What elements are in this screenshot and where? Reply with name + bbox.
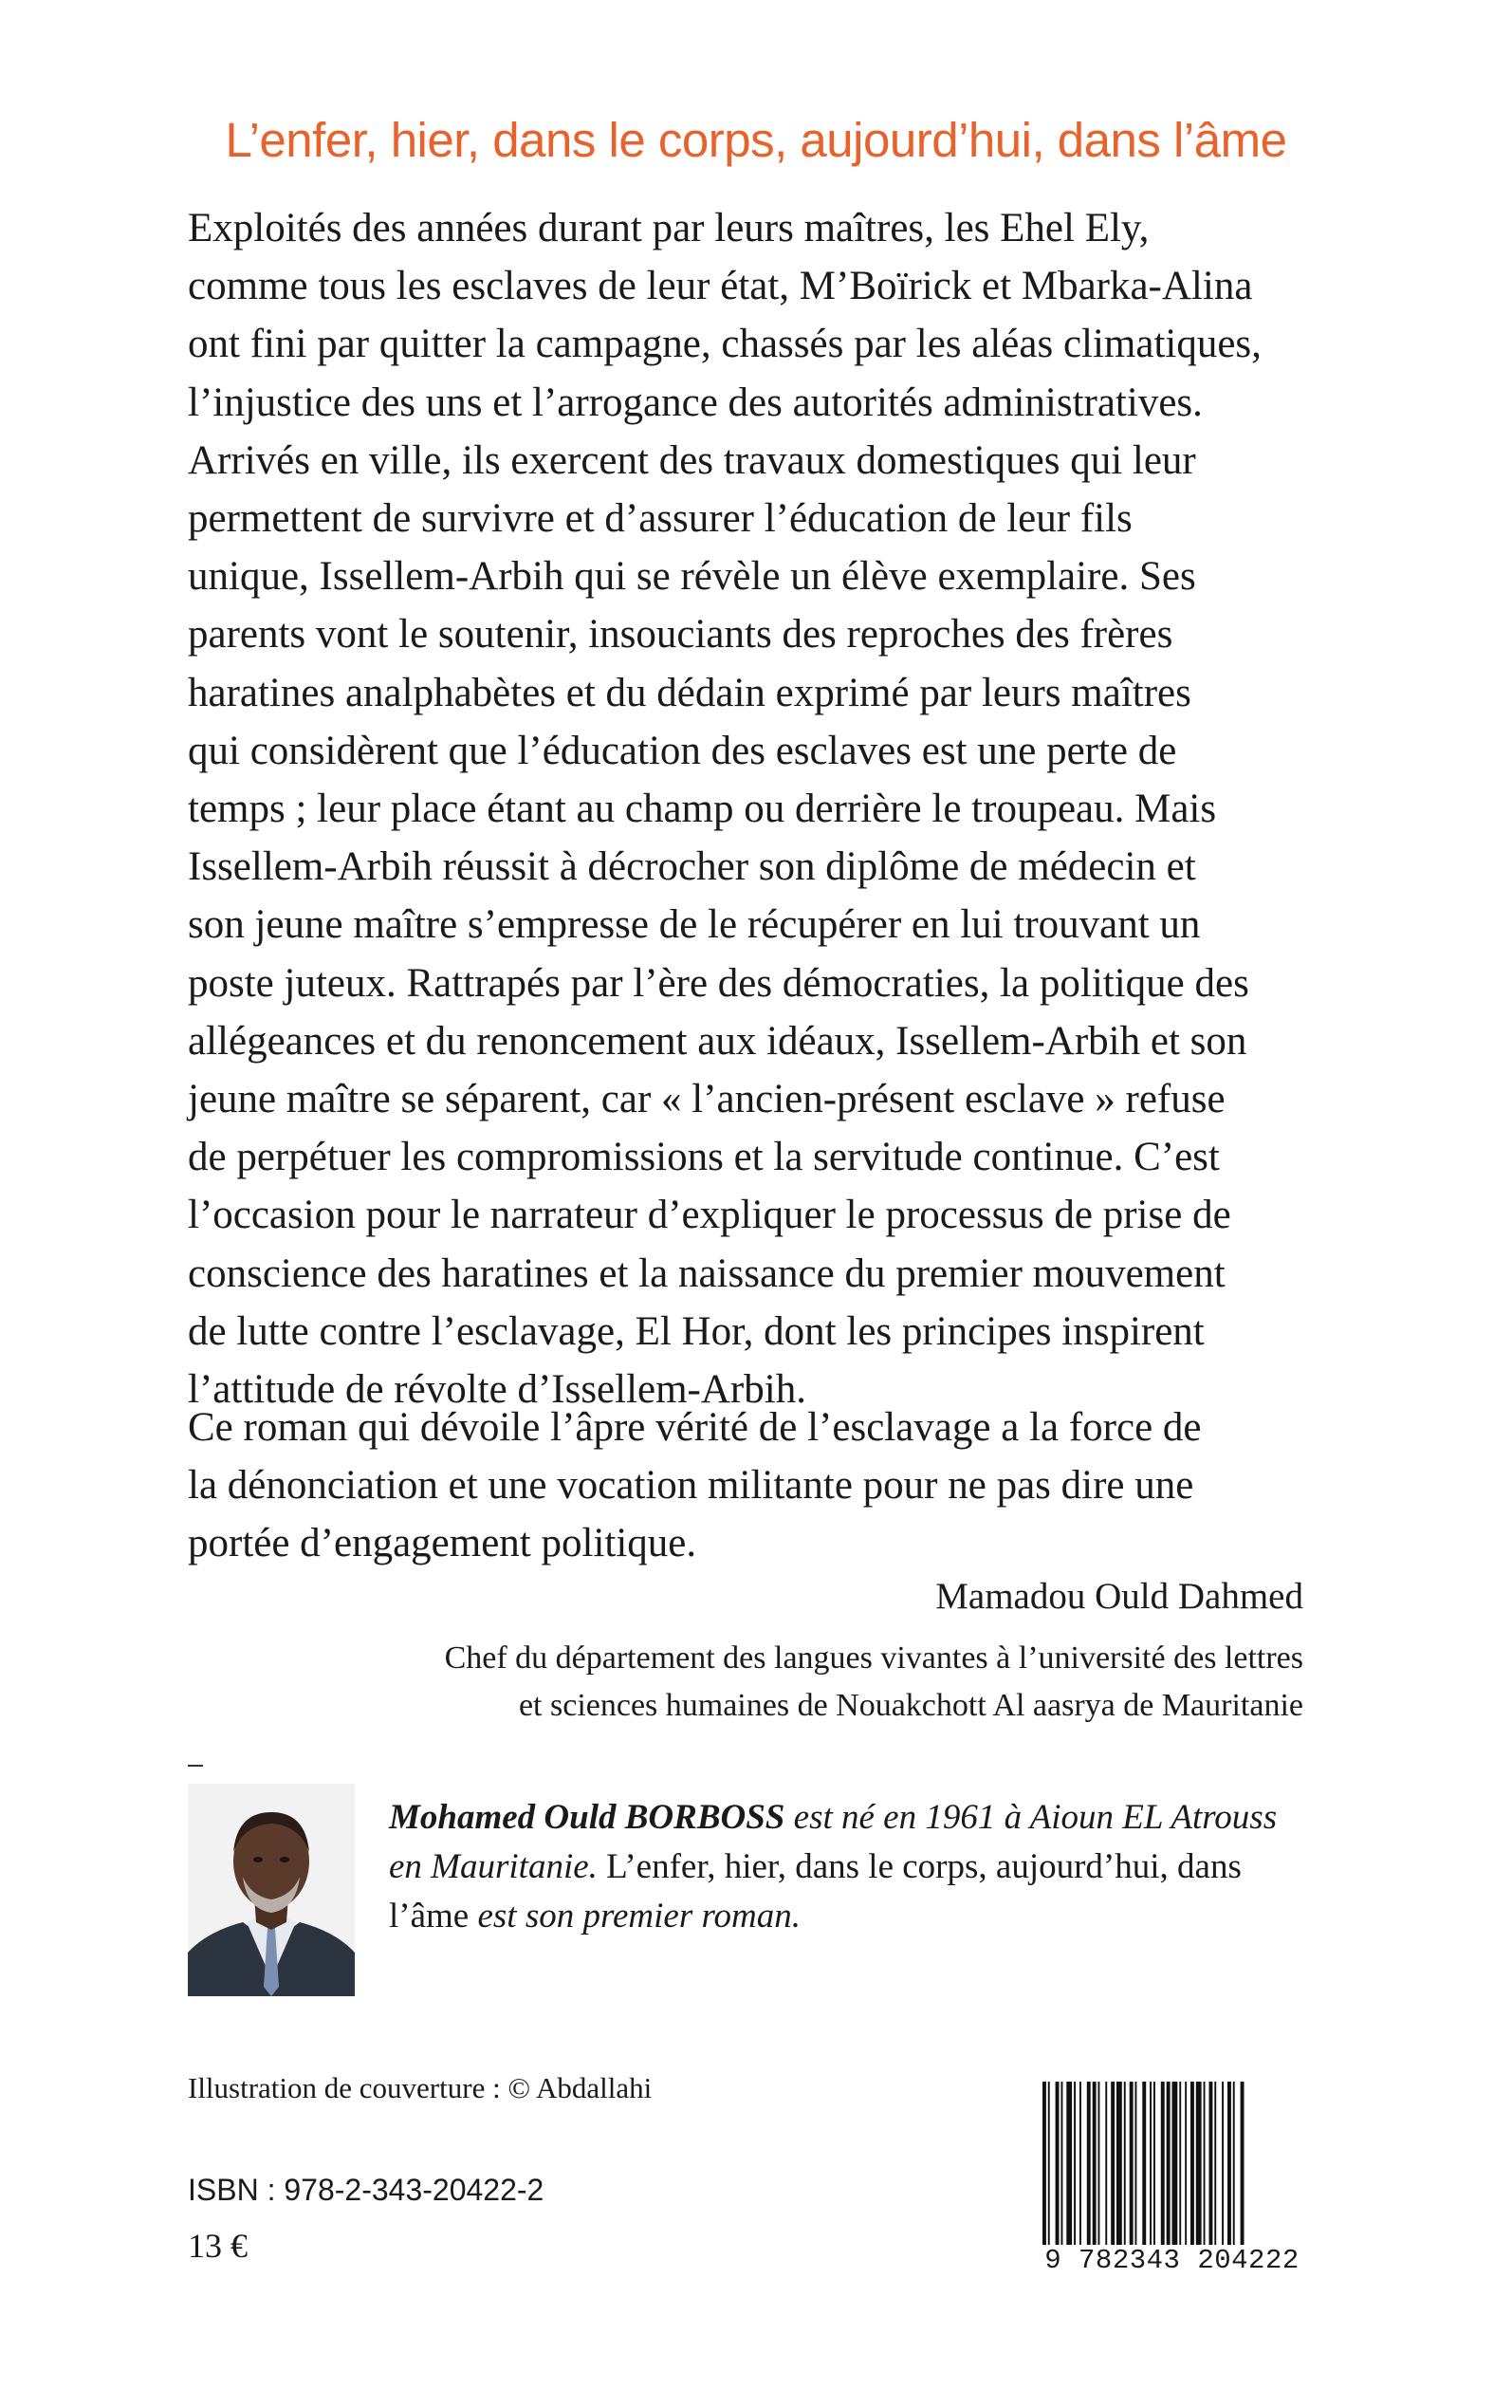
author-photo xyxy=(188,1784,355,1996)
barcode-bar xyxy=(1087,2082,1091,2249)
summary-line: conscience des haratines et la naissance du premier mouvement xyxy=(188,1250,1226,1296)
conclusion-line: portée d’engagement politique. xyxy=(188,1521,697,1566)
signature-role-line: Chef du département des langues vivantes à l’université des lettres xyxy=(444,1640,1303,1676)
barcode-bar xyxy=(1116,2082,1122,2249)
barcode-bar xyxy=(1161,2082,1165,2249)
barcode-bar xyxy=(1222,2082,1224,2249)
barcode-bar xyxy=(1227,2082,1231,2249)
summary-line: de lutte contre l’esclavage, El Hor, dont les principes inspirent xyxy=(188,1308,1205,1354)
summary-line: Arrivés en ville, ils exercent des travaux domestiques qui leur xyxy=(188,437,1196,483)
author-bio-text: est né en 1961 à Aioun EL Atrouss xyxy=(784,1798,1278,1837)
author-bio xyxy=(389,1793,1307,1941)
signature-role-line: et sciences humaines de Nouakchott Al aasrya de Mauritanie xyxy=(518,1688,1303,1723)
summary-line: unique, Issellem-Arbih qui se révèle un élève exemplaire. Ses xyxy=(188,554,1196,600)
summary-line: de perpétuer les compromissions et la servitude continue. C’est xyxy=(188,1135,1220,1180)
summary-line: son jeune maître s’empresse de le récupérer en lui trouvant un xyxy=(188,902,1201,948)
signature-role xyxy=(260,1635,1303,1730)
barcode-bar xyxy=(1196,2082,1202,2249)
summary-line: comme tous les esclaves de leur état, M’Boïrick et Mbarka-Alina xyxy=(188,264,1253,309)
price: 13 € xyxy=(188,2227,248,2265)
barcode-bar xyxy=(1135,2082,1137,2249)
conclusion-line: la dénonciation et une vocation militante pour ne pas dire une xyxy=(188,1463,1194,1509)
cover-credit: Illustration de couverture : © Abdallahi xyxy=(188,2071,653,2104)
summary-line: haratines analphabètes et du dédain exprimé par leurs maîtres xyxy=(188,670,1191,715)
summary-line: Exploités des années durant par leurs maîtres, les Ehel Ely, xyxy=(188,206,1150,250)
barcode-bar xyxy=(1074,2082,1076,2249)
barcode-bar xyxy=(1066,2082,1072,2249)
barcode-bar xyxy=(1098,2082,1100,2249)
summary-line: ont fini par quitter la campagne, chassés par les aléas climatiques, xyxy=(188,322,1262,367)
barcode-bar xyxy=(1061,2082,1063,2249)
summary-line: permettent de survivre et d’assurer l’éducation de leur fils xyxy=(188,496,1133,542)
barcode-bar xyxy=(1093,2082,1097,2249)
conclusion-line: Ce roman qui dévoile l’âpre vérité de l’esclavage a la force de xyxy=(188,1405,1202,1450)
barcode-bar xyxy=(1172,2082,1178,2249)
barcode-bar xyxy=(1179,2082,1181,2249)
summary-line: allégeances et du renoncement aux idéaux, Issellem-Arbih et son xyxy=(188,1018,1247,1064)
author-bio-text: est son premier roman. xyxy=(469,1897,801,1936)
author-bio-text: L’enfer, hier, dans le corps, aujourd’hui, dans xyxy=(597,1847,1242,1886)
barcode-icon xyxy=(1037,2082,1307,2264)
summary-paragraph xyxy=(188,199,1307,1418)
barcode-bar xyxy=(1130,2082,1134,2249)
author-bio-text: en Mauritanie. xyxy=(389,1847,598,1886)
author-name: Mohamed Ould BORBOSS xyxy=(389,1798,785,1837)
summary-line: poste juteux. Rattrapés par l’ère des démocraties, la politique des xyxy=(188,960,1249,1006)
author-bio-line xyxy=(389,1793,1307,1843)
barcode-bar xyxy=(1079,2082,1081,2249)
barcode-bar xyxy=(1048,2082,1050,2249)
barcode-bar xyxy=(1124,2082,1126,2249)
barcode-bar xyxy=(1233,2082,1235,2249)
barcode-bar xyxy=(1214,2082,1216,2249)
summary-line: temps ; leur place étant au champ ou derrière le troupeau. Mais xyxy=(188,787,1217,832)
barcode-bar xyxy=(1111,2082,1115,2249)
summary-line: qui considèrent que l’éducation des esclaves est une perte de xyxy=(188,728,1177,773)
signature-name: Mamadou Ould Dahmed xyxy=(935,1576,1303,1617)
barcode-bar xyxy=(1209,2082,1213,2249)
barcode-bar xyxy=(1204,2082,1206,2249)
isbn: ISBN : 978-2-343-20422-2 xyxy=(188,2173,544,2207)
barcode-bar xyxy=(1105,2082,1107,2249)
barcode-bar xyxy=(1167,2082,1171,2249)
author-bio-line xyxy=(389,1843,1307,1892)
barcode-digits: 9 782343 204222 xyxy=(1037,2245,1307,2276)
author-bio-text: l’âme xyxy=(389,1897,470,1936)
conclusion-paragraph xyxy=(188,1398,1307,1573)
summary-line: l’occasion pour le narrateur d’expliquer le processus de prise de xyxy=(188,1193,1231,1238)
summary-line: parents vont le soutenir, insouciants des reproches des frères xyxy=(188,612,1173,658)
barcode-bar xyxy=(1150,2082,1152,2249)
barcode-bar xyxy=(1153,2082,1155,2249)
book-title: L’enfer, hier, dans le corps, aujourd’hui, dans l’âme xyxy=(225,113,1287,167)
photo-mark xyxy=(188,1765,203,1767)
barcode-bar xyxy=(1190,2082,1194,2249)
summary-line: jeune maître se séparent, car « l’ancien-présent esclave » refuse xyxy=(188,1077,1226,1122)
barcode-bar xyxy=(1056,2082,1060,2249)
barcode-bar xyxy=(1142,2082,1146,2249)
barcode-bar xyxy=(1185,2082,1187,2249)
barcode-bar xyxy=(1042,2082,1046,2249)
barcode-bar xyxy=(1241,2082,1245,2249)
summary-line: Issellem-Arbih réussit à décrocher son diplôme de médecin et xyxy=(188,844,1196,890)
author-bio-line xyxy=(389,1892,1307,1941)
summary-line: l’attitude de révolte d’Issellem-Arbih. xyxy=(188,1367,806,1413)
author-portrait-icon xyxy=(188,1784,355,1996)
summary-line: l’injustice des uns et l’arrogance des autorités administratives. xyxy=(188,380,1203,425)
